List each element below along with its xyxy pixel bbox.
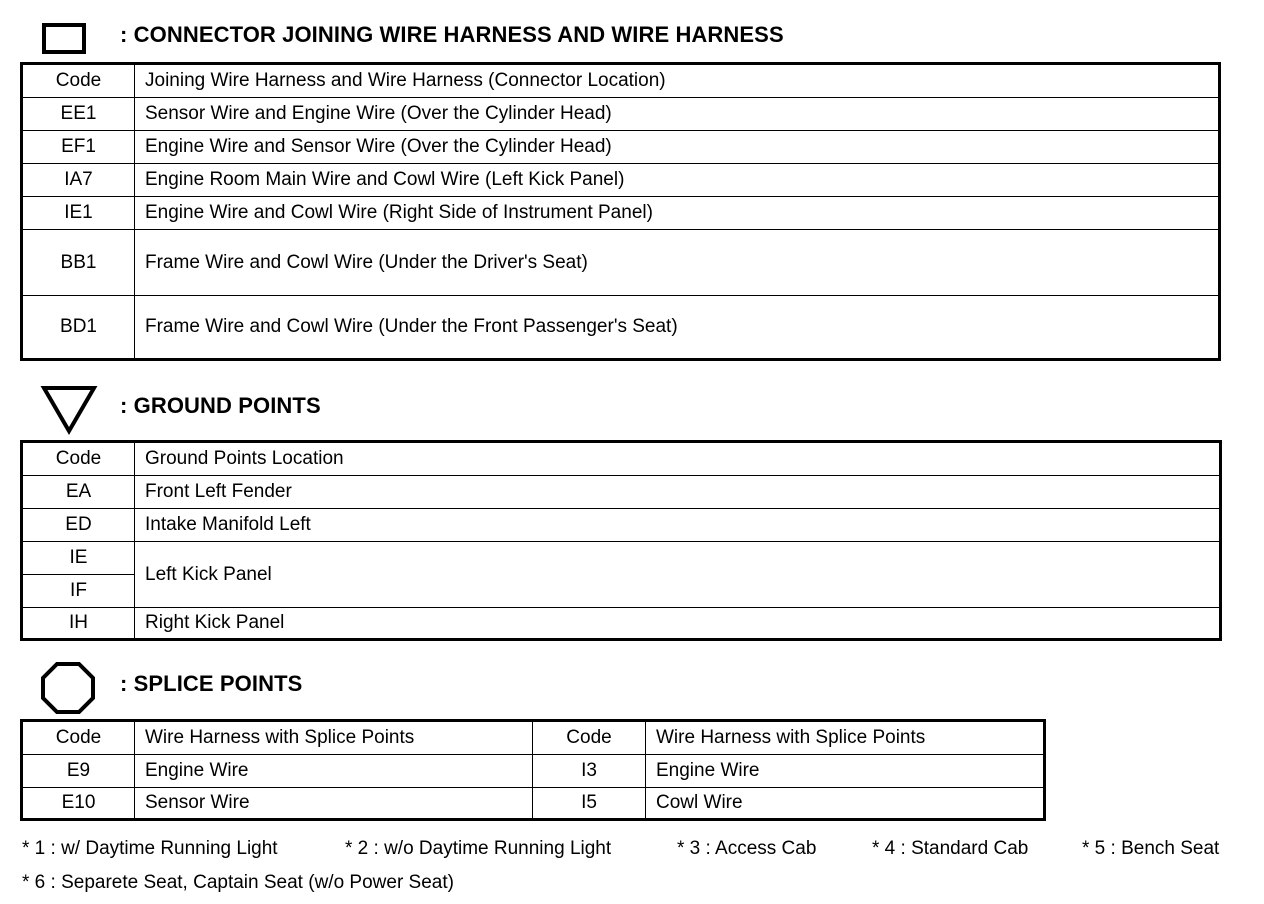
ground-table <box>20 440 1222 641</box>
footnote-5: * 5 : Bench Seat <box>1082 838 1220 859</box>
splice-harness: Sensor Wire <box>135 788 533 820</box>
ground-location: Intake Manifold Left <box>135 509 1221 542</box>
ground-code: IF <box>22 575 135 608</box>
splice-code: I5 <box>533 788 646 820</box>
splice-table <box>20 719 1046 821</box>
ground-code: IE <box>22 542 135 575</box>
table-header-row <box>22 442 1221 476</box>
table-row <box>22 608 1221 640</box>
table-row <box>22 542 1221 575</box>
connector-code: EF1 <box>22 131 135 164</box>
connector-code: IA7 <box>22 164 135 197</box>
splice-section-title: : SPLICE POINTS <box>120 671 303 696</box>
splice-section-heading <box>120 669 302 699</box>
square-symbol-icon <box>42 22 88 56</box>
splice-harness: Engine Wire <box>135 755 533 788</box>
table-row <box>22 476 1221 509</box>
column-header-code: Code <box>22 721 135 755</box>
footnote-6: * 6 : Separete Seat, Captain Seat (w/o Power Seat) <box>22 872 454 893</box>
connector-code: BD1 <box>22 296 135 360</box>
connector-code: IE1 <box>22 197 135 230</box>
table-row <box>22 509 1221 542</box>
column-header-location: Joining Wire Harness and Wire Harness (Connector Location) <box>135 64 1220 98</box>
table-row <box>22 230 1220 296</box>
column-header-code: Code <box>533 721 646 755</box>
connector-section-title: : CONNECTOR JOINING WIRE HARNESS AND WIRE HARNESS <box>120 22 784 47</box>
table-row <box>22 98 1220 131</box>
connector-location: Engine Wire and Cowl Wire (Right Side of Instrument Panel) <box>135 197 1220 230</box>
column-header-code: Code <box>22 64 135 98</box>
splice-harness: Cowl Wire <box>646 788 1045 820</box>
table-header-row <box>22 721 1045 755</box>
column-header-harness: Wire Harness with Splice Points <box>646 721 1045 755</box>
ground-section-title: : GROUND POINTS <box>120 393 321 418</box>
connector-location: Sensor Wire and Engine Wire (Over the Cylinder Head) <box>135 98 1220 131</box>
connector-code: BB1 <box>22 230 135 296</box>
table-header-row <box>22 64 1220 98</box>
footnote-1: * 1 : w/ Daytime Running Light <box>22 838 278 859</box>
connector-code: EE1 <box>22 98 135 131</box>
table-row <box>22 164 1220 197</box>
ground-code: EA <box>22 476 135 509</box>
table-row <box>22 788 1045 820</box>
connector-location: Engine Room Main Wire and Cowl Wire (Left Kick Panel) <box>135 164 1220 197</box>
column-header-code: Code <box>22 442 135 476</box>
ground-location: Left Kick Panel <box>135 542 1221 608</box>
column-header-harness: Wire Harness with Splice Points <box>135 721 533 755</box>
splice-code: E9 <box>22 755 135 788</box>
ground-code: IH <box>22 608 135 640</box>
table-row <box>22 755 1045 788</box>
footnote-4: * 4 : Standard Cab <box>872 838 1029 859</box>
connector-location: Frame Wire and Cowl Wire (Under the Driver's Seat) <box>135 230 1220 296</box>
ground-section-heading <box>120 391 321 421</box>
connector-location: Engine Wire and Sensor Wire (Over the Cylinder Head) <box>135 131 1220 164</box>
footnotes <box>22 838 1262 898</box>
connector-table <box>20 62 1221 361</box>
connector-location: Frame Wire and Cowl Wire (Under the Front Passenger's Seat) <box>135 296 1220 360</box>
table-row <box>22 131 1220 164</box>
table-row <box>22 296 1220 360</box>
octagon-symbol-icon <box>40 661 96 715</box>
splice-harness: Engine Wire <box>646 755 1045 788</box>
triangle-symbol-icon <box>40 384 98 436</box>
ground-code: ED <box>22 509 135 542</box>
table-row <box>22 197 1220 230</box>
connector-section-heading <box>120 20 784 50</box>
footnote-2: * 2 : w/o Daytime Running Light <box>345 838 612 859</box>
splice-code: E10 <box>22 788 135 820</box>
footnote-3: * 3 : Access Cab <box>677 838 817 859</box>
splice-code: I3 <box>533 755 646 788</box>
ground-location: Right Kick Panel <box>135 608 1221 640</box>
ground-location: Front Left Fender <box>135 476 1221 509</box>
column-header-location: Ground Points Location <box>135 442 1221 476</box>
